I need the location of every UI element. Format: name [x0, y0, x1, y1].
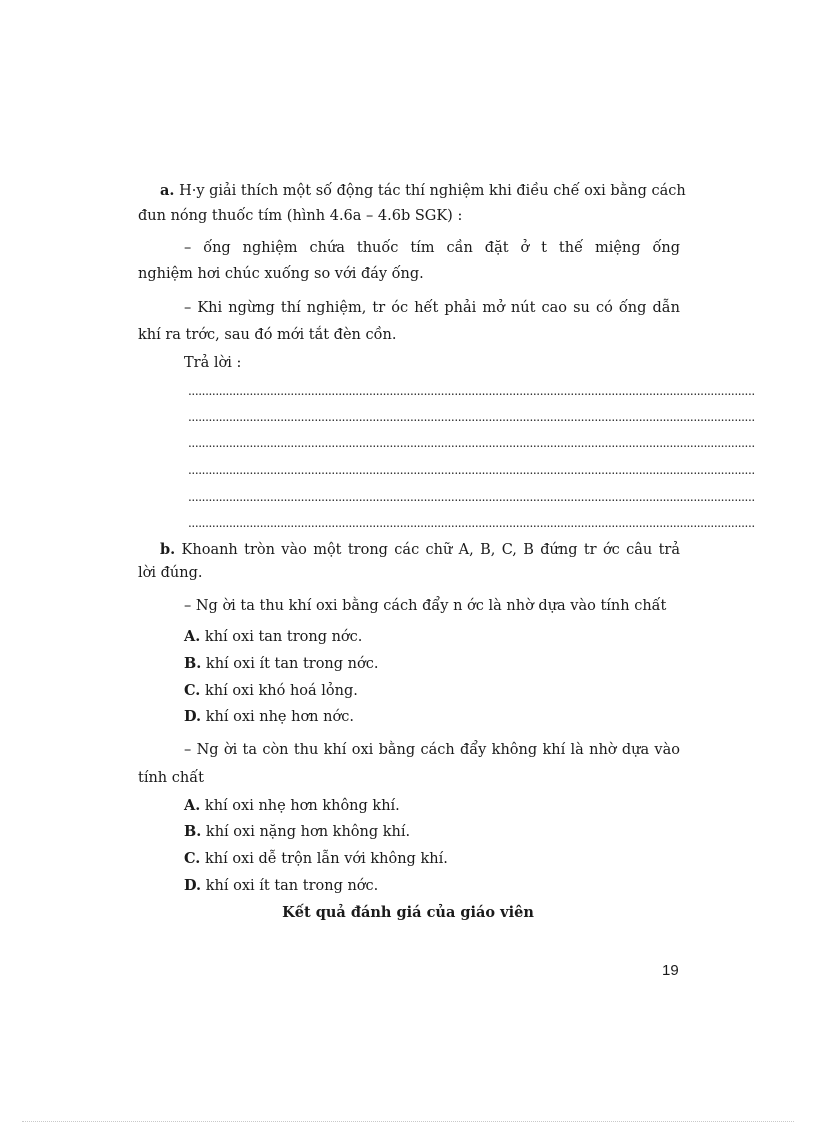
part-a-item2-line-2: khí ra trớc, sau đó mới tắt đèn cồn. — [138, 327, 397, 343]
part-a-item2-line-1: – Khi ngừng thí nghiệm, tr óc hết phải mở nút cao su có ống dẫn — [184, 300, 680, 316]
answer-label: Trả lời : — [184, 355, 242, 371]
option-letter: D. — [184, 877, 202, 894]
option-text: khí oxi khó hoá lỏng. — [204, 683, 358, 699]
part-a-question-line-2: đun nóng thuốc tím (hình 4.6a – 4.6b SGK) : — [138, 208, 463, 224]
option-letter: C. — [184, 850, 201, 867]
q2-option-b[interactable] — [184, 823, 410, 840]
q2-option-a[interactable] — [184, 797, 400, 814]
answer-line[interactable]: ...................................................................................................................................................................... — [188, 436, 755, 450]
option-text: khí oxi nhẹ hơn không khí. — [204, 798, 400, 814]
q1-option-c[interactable] — [184, 682, 358, 699]
q2-option-d[interactable] — [184, 877, 378, 894]
q1-stem: – Ng ời ta thu khí oxi bằng cách đẩy n ớc là nhờ dựa vào tính chất — [184, 598, 667, 614]
answer-line[interactable]: ...................................................................................................................................................................... — [188, 410, 755, 424]
option-letter: D. — [184, 708, 202, 725]
answer-line[interactable]: ...................................................................................................................................................................... — [188, 490, 755, 504]
part-a-item1-line-2: nghiệm hơi chúc xuống so với đáy ống. — [138, 266, 424, 282]
q1-option-a[interactable] — [184, 628, 362, 645]
part-b-instruction-line-1 — [138, 541, 680, 558]
option-letter: A. — [184, 797, 201, 814]
q2-option-c[interactable] — [184, 850, 448, 867]
part-a-item1-line-1: – ống nghiệm chứa thuốc tím cần đặt ở t thế miệng ống — [184, 240, 680, 256]
option-text: khí oxi nặng hơn không khí. — [205, 824, 411, 840]
part-b-instruction-text: Khoanh tròn vào một trong các chữ A, B, C, B đứng tr ớc câu trả — [181, 542, 681, 558]
part-a-label: a. — [160, 182, 175, 199]
option-text: khí oxi tan trong nớc. — [204, 629, 363, 645]
part-a-question-line-1 — [138, 182, 686, 199]
q1-option-d[interactable] — [184, 708, 354, 725]
answer-line[interactable]: ...................................................................................................................................................................... — [188, 463, 755, 477]
answer-line[interactable]: ...................................................................................................................................................................... — [188, 384, 755, 398]
q1-option-b[interactable] — [184, 655, 378, 672]
q2-stem-line-1: – Ng ời ta còn thu khí oxi bằng cách đẩy không khí là nhờ dựa vào — [184, 742, 680, 758]
option-text: khí oxi ít tan trong nớc. — [205, 878, 379, 894]
option-letter: B. — [184, 823, 202, 840]
option-text: khí oxi nhẹ hơn nớc. — [205, 709, 354, 725]
q2-stem-line-2: tính chất — [138, 770, 204, 786]
option-letter: A. — [184, 628, 201, 645]
page-number: 19 — [662, 962, 679, 979]
option-letter: C. — [184, 682, 201, 699]
option-text: khí oxi ít tan trong nớc. — [205, 656, 379, 672]
answer-line[interactable]: ...................................................................................................................................................................... — [188, 516, 755, 530]
option-text: khí oxi dễ trộn lẫn với không khí. — [204, 851, 448, 867]
part-b-label: b. — [160, 541, 176, 558]
bottom-divider — [22, 1121, 794, 1122]
option-letter: B. — [184, 655, 202, 672]
part-b-instruction-line-2: lời đúng. — [138, 565, 203, 581]
part-a-question-text: H·y giải thích một số động tác thí nghiệm khi điều chế oxi bằng cách — [179, 183, 686, 199]
assessment-title: Kết quả đánh giá của giáo viên — [282, 904, 534, 921]
